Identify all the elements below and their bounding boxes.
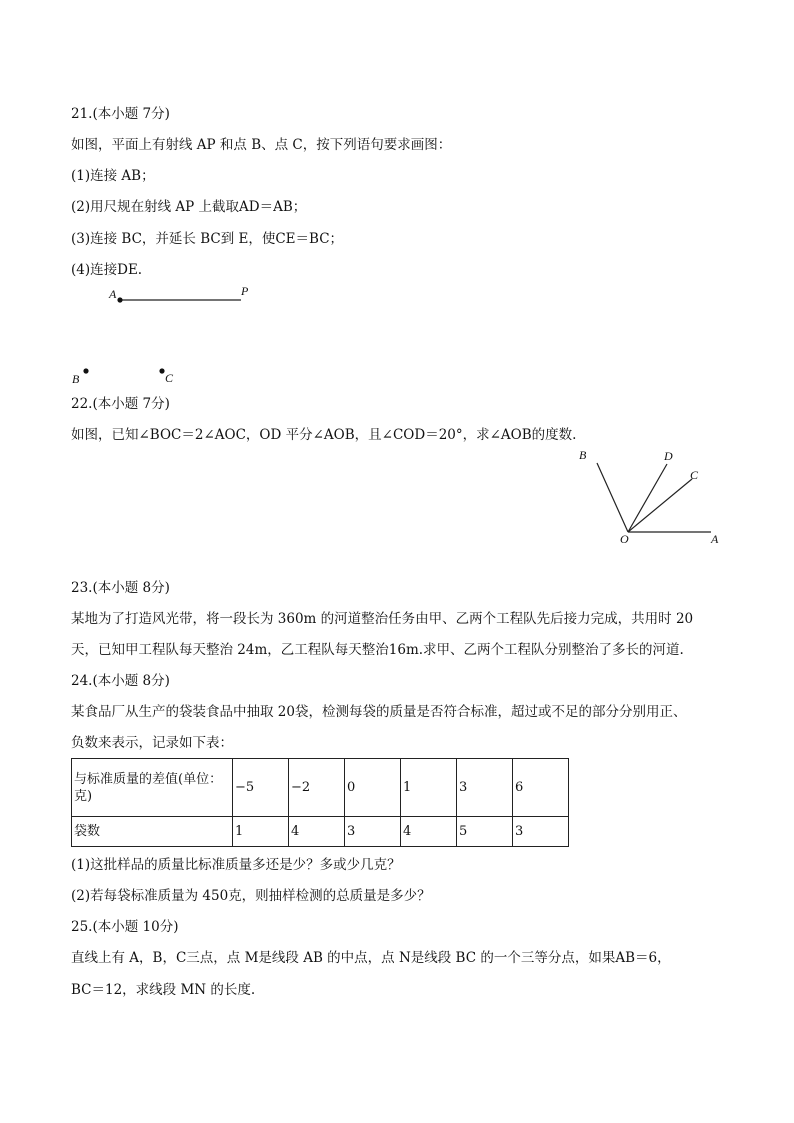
table-cell: 3 bbox=[345, 817, 401, 847]
ray-od bbox=[628, 464, 667, 532]
point-a bbox=[117, 297, 122, 302]
q21-item-2: (2)用尺规在射线 AP 上截取AD＝AB； bbox=[71, 199, 307, 215]
q23-line-2: 天，已知甲工程队每天整治 24m，乙工程队每天整治16m.求甲、乙两个工程队分别整治了多长的河道. bbox=[71, 642, 684, 658]
label-c: C bbox=[165, 371, 174, 385]
table-cell: 4 bbox=[289, 817, 345, 847]
q24-sub-1: (1)这批样品的质量比标准质量多还是少？多或少几克？ bbox=[71, 857, 401, 873]
label-angle-a: A bbox=[711, 532, 719, 546]
q24-data-table bbox=[71, 758, 569, 847]
table-cell: 0 bbox=[345, 759, 401, 817]
ray-oc bbox=[628, 479, 692, 532]
q21-stem: 如图，平面上有射线 AP 和点 B、点 C，按下列语句要求画图： bbox=[71, 137, 452, 153]
label-angle-c: C bbox=[690, 468, 699, 482]
label-angle-b: B bbox=[579, 448, 587, 462]
q25-line-1: 直线上有 A，B，C三点，点 M是线段 AB 的中点，点 N是线段 BC 的一个三等分点，如果AB＝6， bbox=[71, 950, 671, 966]
table-row-difference bbox=[72, 759, 569, 817]
table-cell: 6 bbox=[513, 759, 569, 817]
table-cell: 5 bbox=[457, 817, 513, 847]
table-cell: 3 bbox=[457, 759, 513, 817]
q25-line-2: BC＝12，求线段 MN 的长度. bbox=[71, 982, 256, 998]
label-a: A bbox=[109, 287, 117, 301]
table-cell: 1 bbox=[233, 817, 289, 847]
table-header-count: 袋数 bbox=[72, 817, 233, 847]
q25-header: 25.(本小题 10分) bbox=[71, 919, 179, 935]
label-b: B bbox=[72, 372, 80, 386]
q21-item-3: (3)连接 BC，并延长 BC到 E，使CE＝BC； bbox=[71, 231, 344, 247]
ray-ob bbox=[597, 463, 628, 532]
q24-sub-2: (2)若每袋标准质量为 450克，则抽样检测的总质量是多少？ bbox=[71, 888, 431, 904]
point-b bbox=[83, 368, 88, 373]
table-cell: 3 bbox=[513, 817, 569, 847]
point-c bbox=[159, 368, 164, 373]
table-cell: 4 bbox=[401, 817, 457, 847]
q24-header: 24.(本小题 8分) bbox=[71, 673, 170, 689]
q23-header: 23.(本小题 8分) bbox=[71, 580, 170, 596]
q24-line-1: 某食品厂从生产的袋装食品中抽取 20袋，检测每袋的质量是否符合标准，超过或不足的部分分别用正、 bbox=[71, 704, 687, 720]
q21-item-4: (4)连接DE. bbox=[71, 262, 143, 278]
table-cell: 1 bbox=[401, 759, 457, 817]
q24-line-2: 负数来表示，记录如下表： bbox=[71, 735, 233, 751]
label-angle-o: O bbox=[620, 532, 629, 546]
table-row-count bbox=[72, 817, 569, 847]
q22-figure bbox=[580, 450, 730, 550]
table-cell: −5 bbox=[233, 759, 289, 817]
q21-header: 21.(本小题 7分) bbox=[71, 106, 170, 122]
label-p: P bbox=[241, 284, 249, 298]
q21-item-1: (1)连接 AB； bbox=[71, 168, 155, 184]
q22-header: 22.(本小题 7分) bbox=[71, 396, 170, 412]
table-header-difference: 与标准质量的差值(单位：克) bbox=[72, 759, 233, 817]
table-cell: −2 bbox=[289, 759, 345, 817]
q23-line-1: 某地为了打造风光带，将一段长为 360m 的河道整治任务由甲、乙两个工程队先后接力完成，共用时 20 bbox=[71, 611, 694, 627]
q22-stem: 如图，已知∠BOC＝2∠AOC，OD 平分∠AOB，且∠COD＝20°，求∠AOB的度数. bbox=[71, 427, 577, 443]
label-angle-d: D bbox=[664, 449, 673, 463]
